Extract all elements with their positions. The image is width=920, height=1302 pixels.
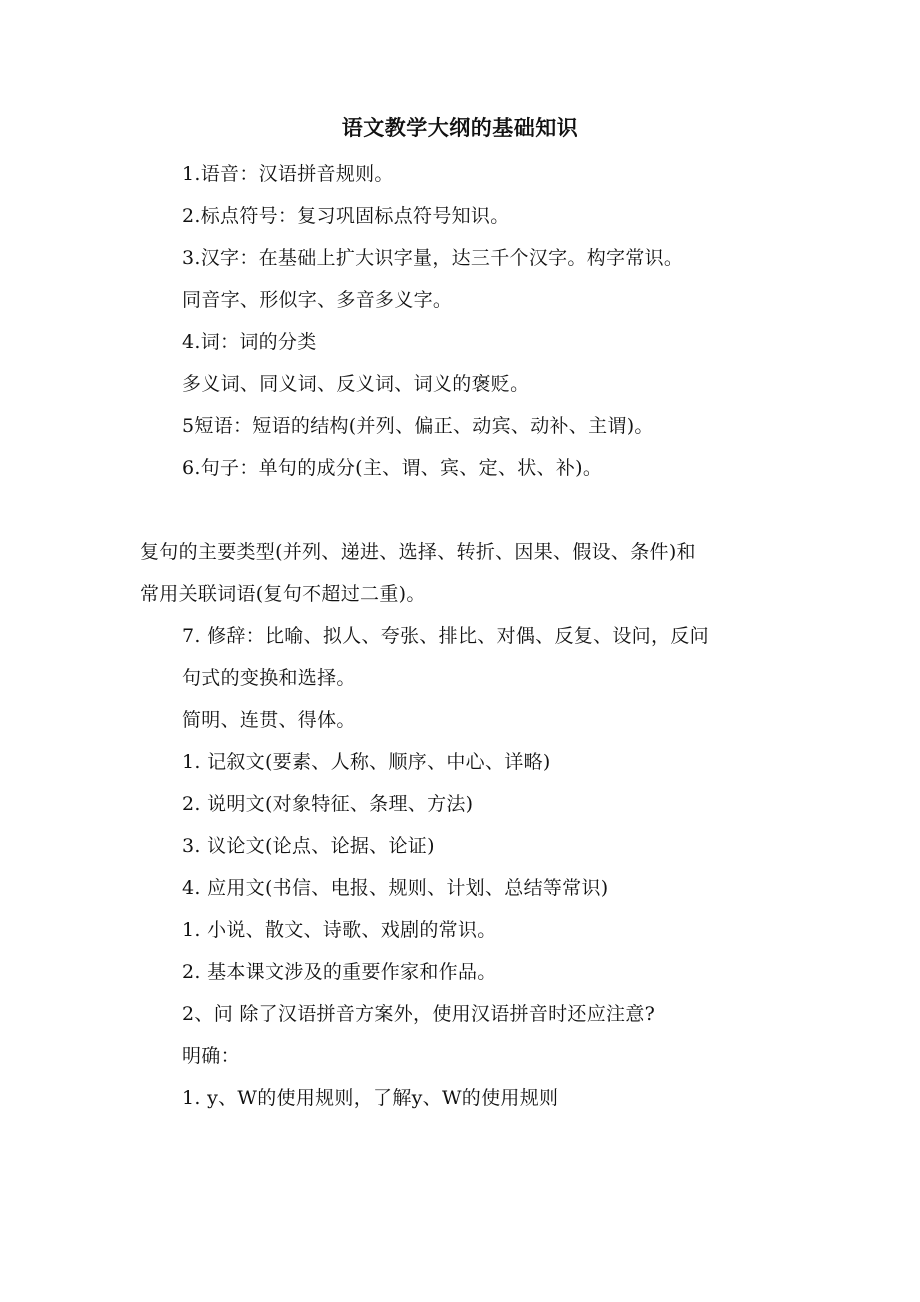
text-line: 3.汉字：在基础上扩大识字量，达三千个汉字。构字常识。 <box>182 247 684 269</box>
text-line: 2. 基本课文涉及的重要作家和作品。 <box>182 961 497 983</box>
text-line: 1.语音：汉语拼音规则。 <box>182 163 394 185</box>
text-line: 1. 记叙文(要素、人称、顺序、中心、详略) <box>182 751 551 773</box>
text-line: 2. 说明文(对象特征、条理、方法) <box>182 793 474 815</box>
text-line: 句式的变换和选择。 <box>182 667 356 689</box>
text-line: 明确： <box>182 1045 240 1067</box>
text-line: 2、问 除了汉语拼音方案外，使用汉语拼音时还应注意? <box>182 1003 656 1025</box>
text-line: 复句的主要类型(并列、递进、选择、转折、因果、假设、条件)和 <box>140 541 696 563</box>
text-line: 3. 议论文(论点、论据、论证) <box>182 835 435 857</box>
text-line: 同音字、形似字、多音多义字。 <box>182 289 453 311</box>
text-line: 4.词：词的分类 <box>182 331 317 353</box>
text-line: 1. 小说、散文、诗歌、戏剧的常识。 <box>182 919 497 941</box>
text-line: 7. 修辞：比喻、拟人、夸张、排比、对偶、反复、设问，反问 <box>182 625 709 647</box>
text-line: 简明、连贯、得体。 <box>182 709 356 731</box>
text-line: 多义词、同义词、反义词、词义的褒贬。 <box>182 373 530 395</box>
text-line: 1. y、W的使用规则，了解y、W的使用规则 <box>182 1087 559 1109</box>
text-line: 6.句子：单句的成分(主、谓、宾、定、状、补)。 <box>182 457 603 479</box>
text-line: 常用关联词语(复句不超过二重)。 <box>140 583 426 605</box>
text-line: 4. 应用文(书信、电报、规则、计划、总结等常识) <box>182 877 609 899</box>
document-title: 语文教学大纲的基础知识 <box>341 116 579 140</box>
text-line: 5短语：短语的结构(并列、偏正、动宾、动补、主谓)。 <box>182 415 654 437</box>
text-line: 2.标点符号：复习巩固标点符号知识。 <box>182 205 510 227</box>
